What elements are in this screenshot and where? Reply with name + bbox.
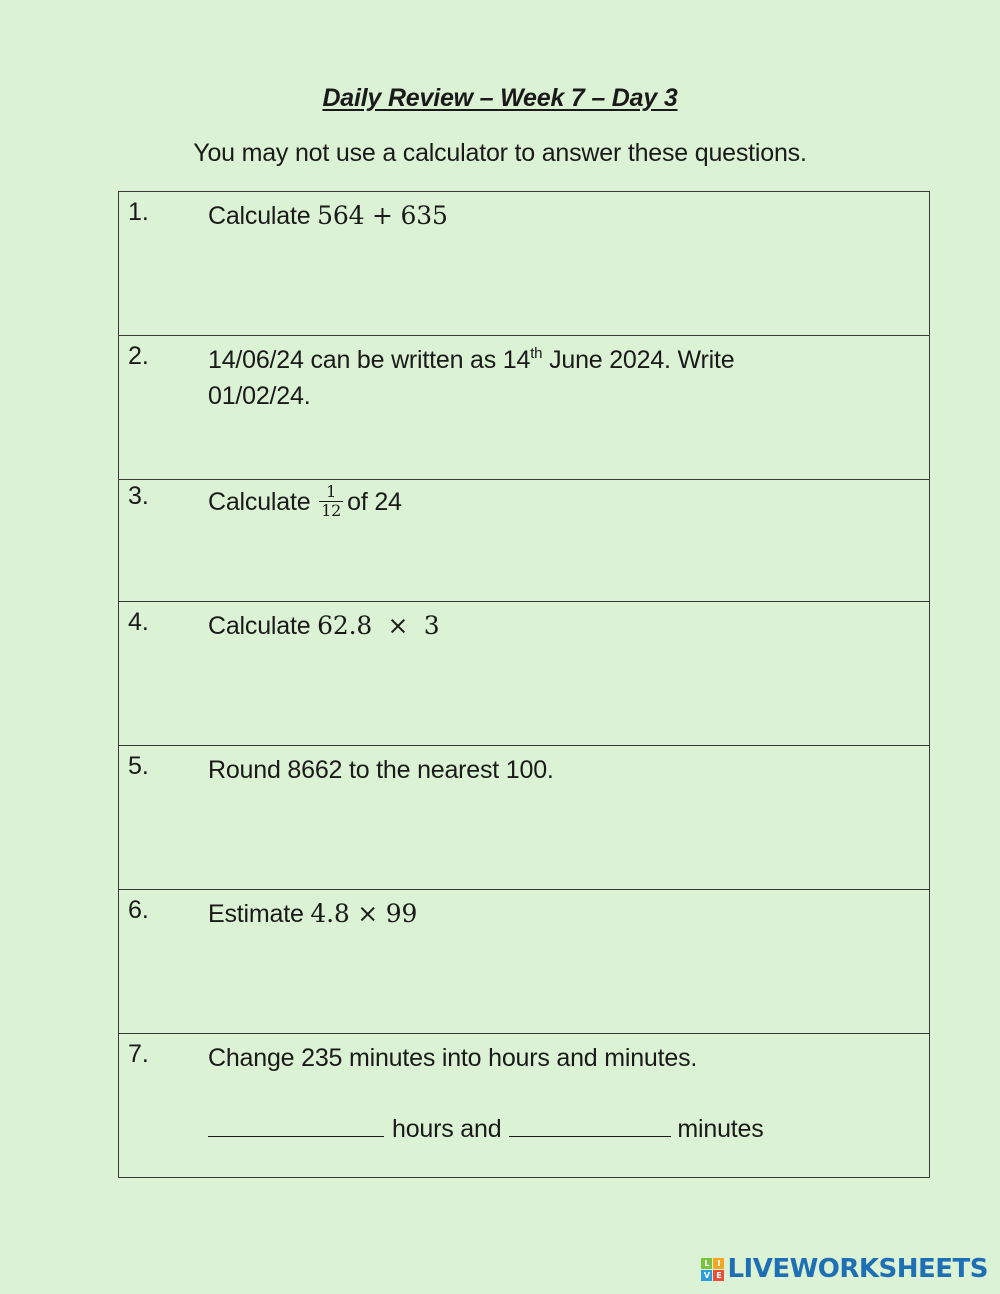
question-line-a: 14/06/24 can be written as 14 [208, 346, 531, 374]
liveworksheets-logo[interactable] [701, 1254, 988, 1284]
minutes-answer-blank[interactable] [509, 1110, 671, 1137]
logo-block: I [713, 1258, 724, 1269]
question-number: 4. [128, 608, 149, 636]
logo-block: V [701, 1270, 712, 1281]
question-row-1 [119, 192, 930, 336]
question-row-4 [119, 602, 930, 746]
question-suffix: of 24 [347, 488, 402, 516]
math-expression: 62.8 × 3 [317, 611, 440, 640]
question-number: 5. [128, 752, 149, 780]
question-text: Change 235 minutes into hours and minutes. [208, 1044, 698, 1072]
question-line-b: June 2024. Write [542, 346, 735, 374]
hours-label: hours and [392, 1115, 502, 1143]
question-prefix: Calculate [208, 612, 318, 640]
question-row-6 [119, 890, 930, 1034]
question-row-2 [119, 336, 930, 480]
question-prefix: Calculate [208, 202, 318, 230]
questions-table [118, 191, 930, 1178]
logo-block: L [701, 1258, 712, 1269]
fraction-denominator: 12 [321, 500, 342, 520]
logo-block: E [713, 1270, 724, 1281]
question-prefix: Calculate [208, 488, 311, 516]
ordinal-suffix: th [530, 345, 543, 362]
question-text [208, 342, 908, 414]
hours-answer-blank[interactable] [208, 1110, 384, 1137]
question-row-7 [119, 1034, 930, 1178]
logo-blocks-icon [701, 1258, 724, 1281]
question-text: Round 8662 to the nearest 100. [208, 756, 554, 784]
math-expression: 4.8 × 99 [310, 899, 418, 928]
question-line-c: 01/02/24. [208, 382, 311, 410]
question-number: 7. [128, 1040, 149, 1068]
fraction-numerator: 1 [319, 483, 343, 502]
logo-text: LIVEWORKSHEETS [727, 1254, 988, 1284]
math-expression: 564 + 635 [317, 201, 448, 230]
minutes-label: minutes [677, 1115, 764, 1143]
answer-line [208, 1110, 764, 1144]
question-number: 6. [128, 896, 149, 924]
question-text [208, 896, 908, 932]
worksheet-title: Daily Review – Week 7 – Day 3 [322, 84, 678, 112]
instruction-text: You may not use a calculator to answer these questions. [193, 139, 807, 167]
question-number: 2. [128, 342, 149, 370]
question-prefix: Estimate [208, 900, 311, 928]
question-number: 1. [128, 198, 149, 226]
question-text [208, 608, 908, 644]
question-text [208, 198, 908, 234]
question-number: 3. [128, 482, 149, 510]
question-row-5 [119, 746, 930, 890]
fraction [319, 483, 343, 520]
question-row-3 [119, 480, 930, 602]
question-text [208, 481, 908, 522]
